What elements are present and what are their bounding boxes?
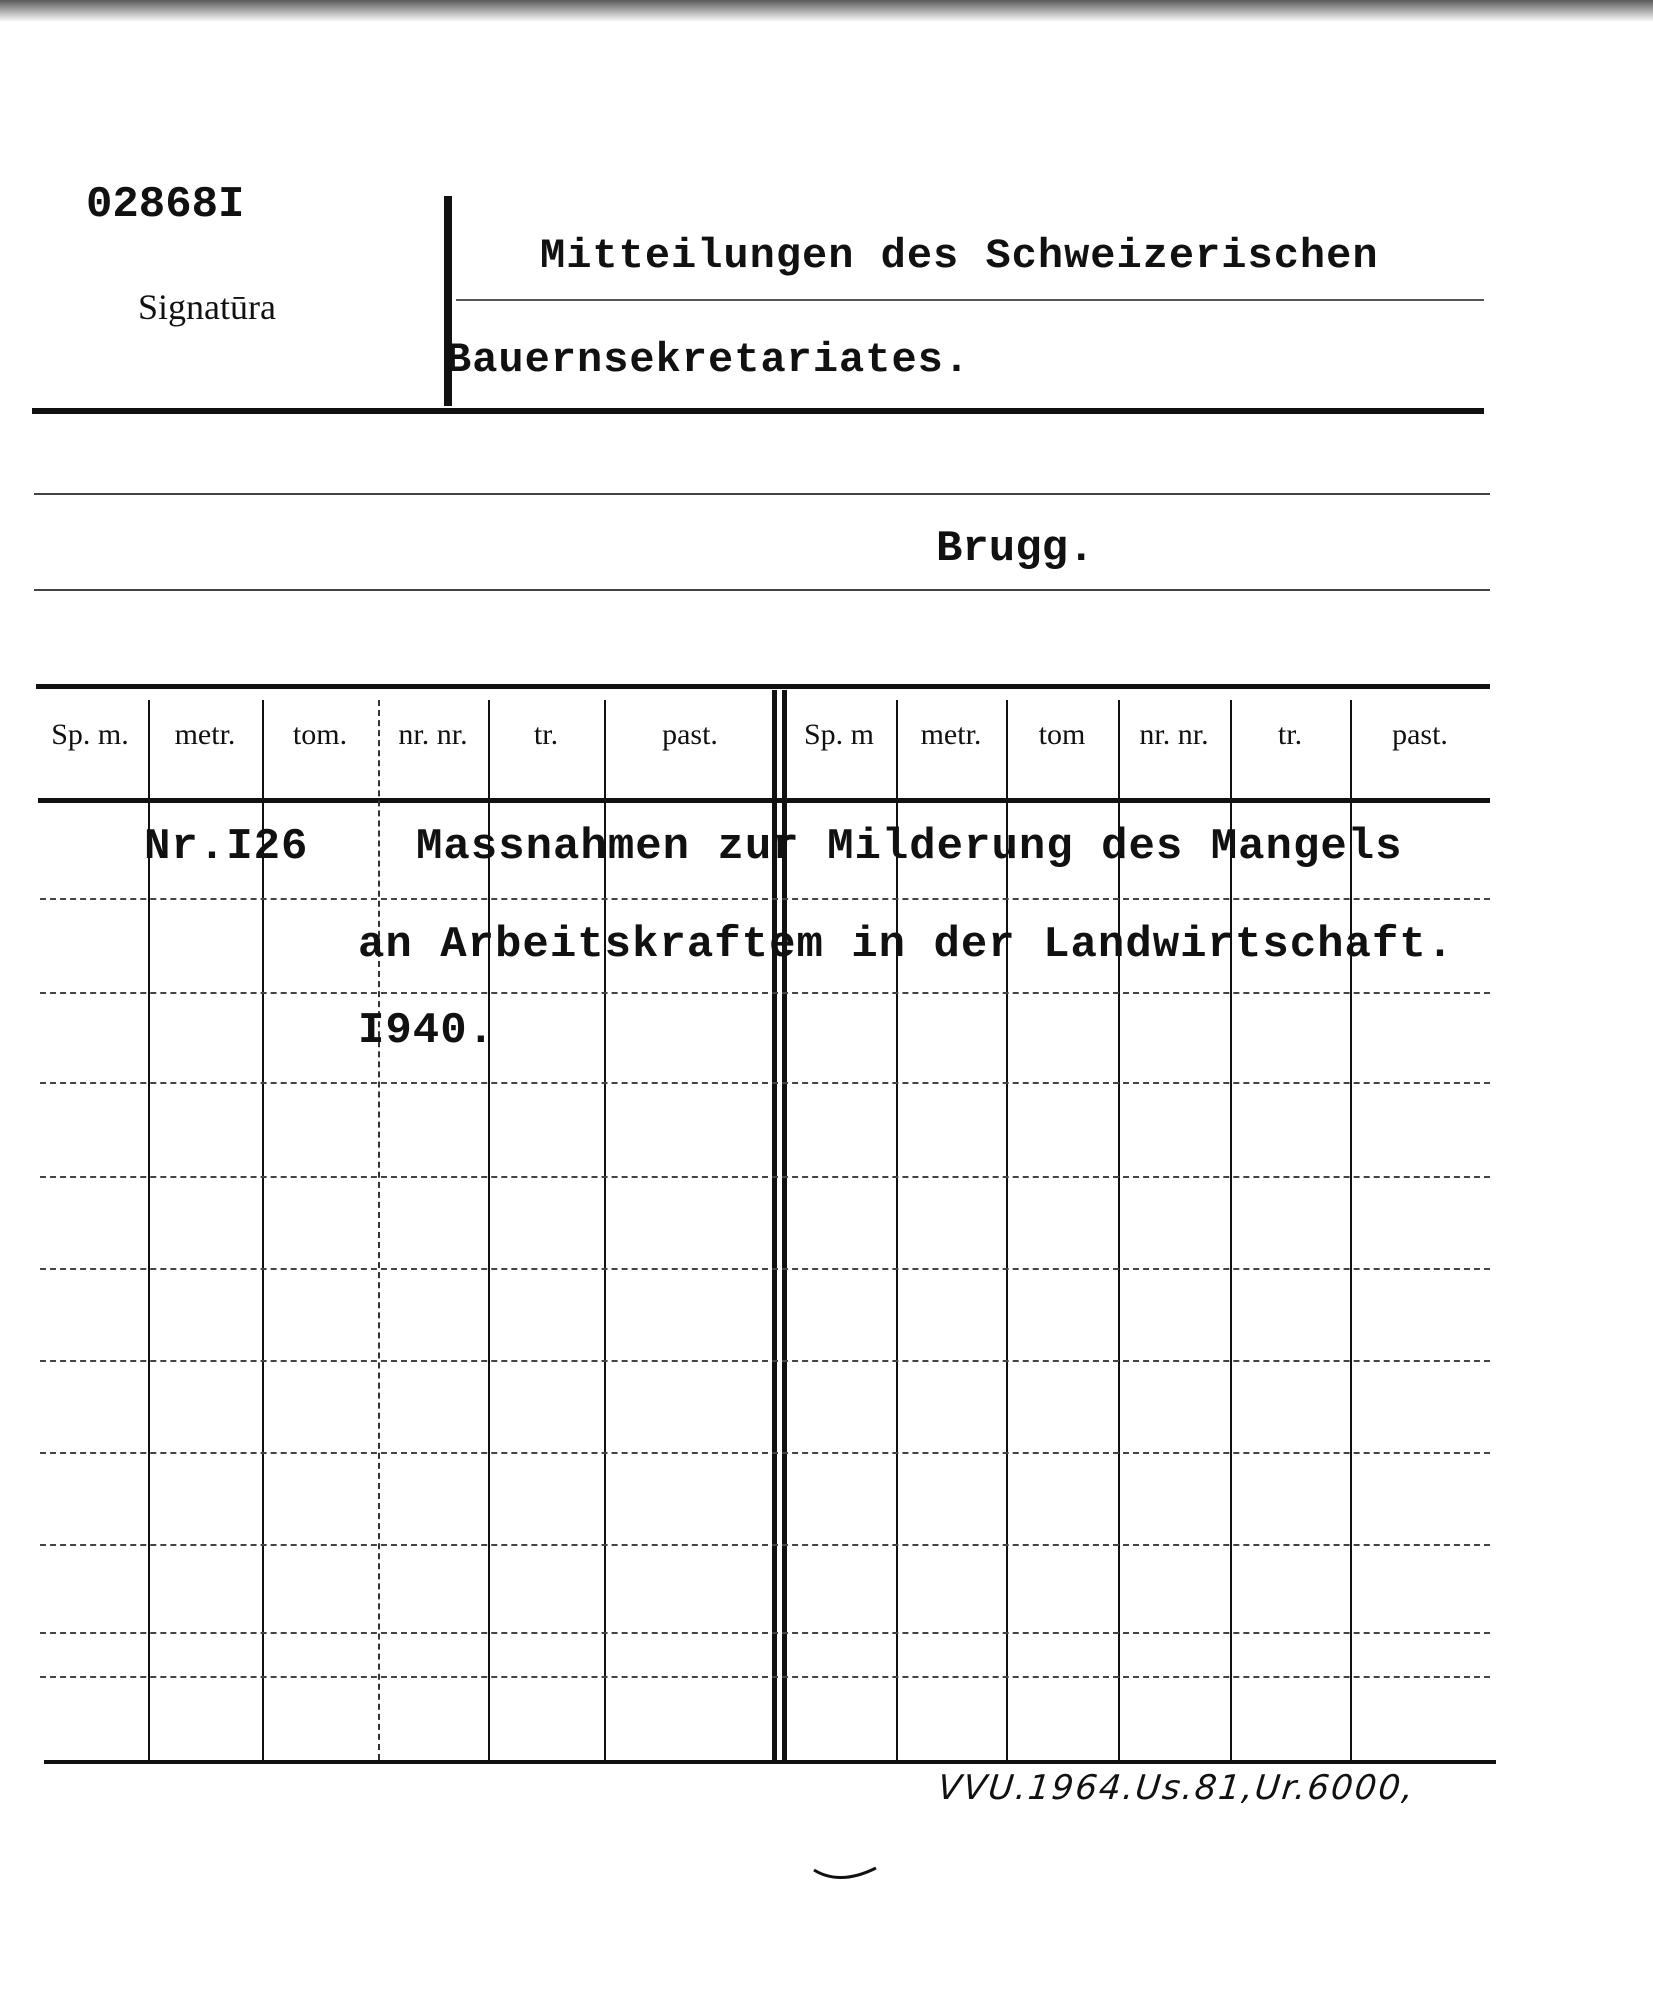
footer-note: VVU.1964.Us.81,Ur.6000, bbox=[935, 1768, 1418, 1808]
row-line bbox=[40, 992, 1490, 994]
header-right-past: past. bbox=[1392, 718, 1448, 751]
entry-year: I940. bbox=[358, 1006, 496, 1056]
row-line bbox=[40, 1452, 1490, 1454]
title-line-2: Bauernsekretariates. bbox=[446, 336, 971, 384]
table-top-rule bbox=[36, 684, 1490, 689]
title-rule-1 bbox=[456, 299, 1484, 301]
header-right-sp-m: Sp. m bbox=[803, 718, 875, 751]
row-line bbox=[40, 1544, 1490, 1546]
place-rule-2 bbox=[34, 589, 1490, 591]
header-rule bbox=[32, 408, 1484, 414]
header-right-metr: metr. bbox=[920, 718, 982, 751]
header-left-tom: tom. bbox=[292, 718, 348, 751]
header-left-tr: tr. bbox=[533, 718, 559, 751]
header-left-metr: metr. bbox=[174, 718, 236, 751]
place: Brugg. bbox=[936, 524, 1095, 574]
row-line bbox=[40, 1360, 1490, 1362]
row-line bbox=[40, 898, 1490, 900]
table-bottom-rule bbox=[44, 1760, 1496, 1764]
header-left-past: past. bbox=[662, 718, 718, 751]
entry-text-line-2: an Arbeitskraftem in der Landwirtschaft. bbox=[358, 920, 1455, 970]
title-line-1: Mitteilungen des Schweizerischen bbox=[540, 232, 1379, 280]
row-line bbox=[40, 1082, 1490, 1084]
scribble-mark bbox=[810, 1862, 880, 1892]
row-line bbox=[40, 1632, 1490, 1634]
header-right-tom: tom bbox=[1038, 718, 1086, 751]
row-line bbox=[40, 1176, 1490, 1178]
place-rule-1 bbox=[34, 493, 1490, 495]
table-header-rule bbox=[38, 798, 1490, 803]
row-line bbox=[40, 1676, 1490, 1678]
header-right-tr: tr. bbox=[1277, 718, 1303, 751]
header-right-nr-nr: nr. nr. bbox=[1139, 718, 1209, 751]
scan-edge-shadow bbox=[0, 0, 1653, 22]
row-line bbox=[40, 1268, 1490, 1270]
header-left-nr-nr: nr. nr. bbox=[398, 718, 468, 751]
entry-number: Nr.I26 bbox=[144, 822, 309, 872]
entry-text-line-1: Massnahmen zur Milderung des Mangels bbox=[416, 822, 1403, 872]
signature-label: Signatūra bbox=[138, 287, 276, 327]
card-id: 02868I bbox=[86, 180, 245, 230]
col-line bbox=[378, 700, 380, 1760]
header-left-sp-m: Sp. m. bbox=[51, 718, 129, 751]
